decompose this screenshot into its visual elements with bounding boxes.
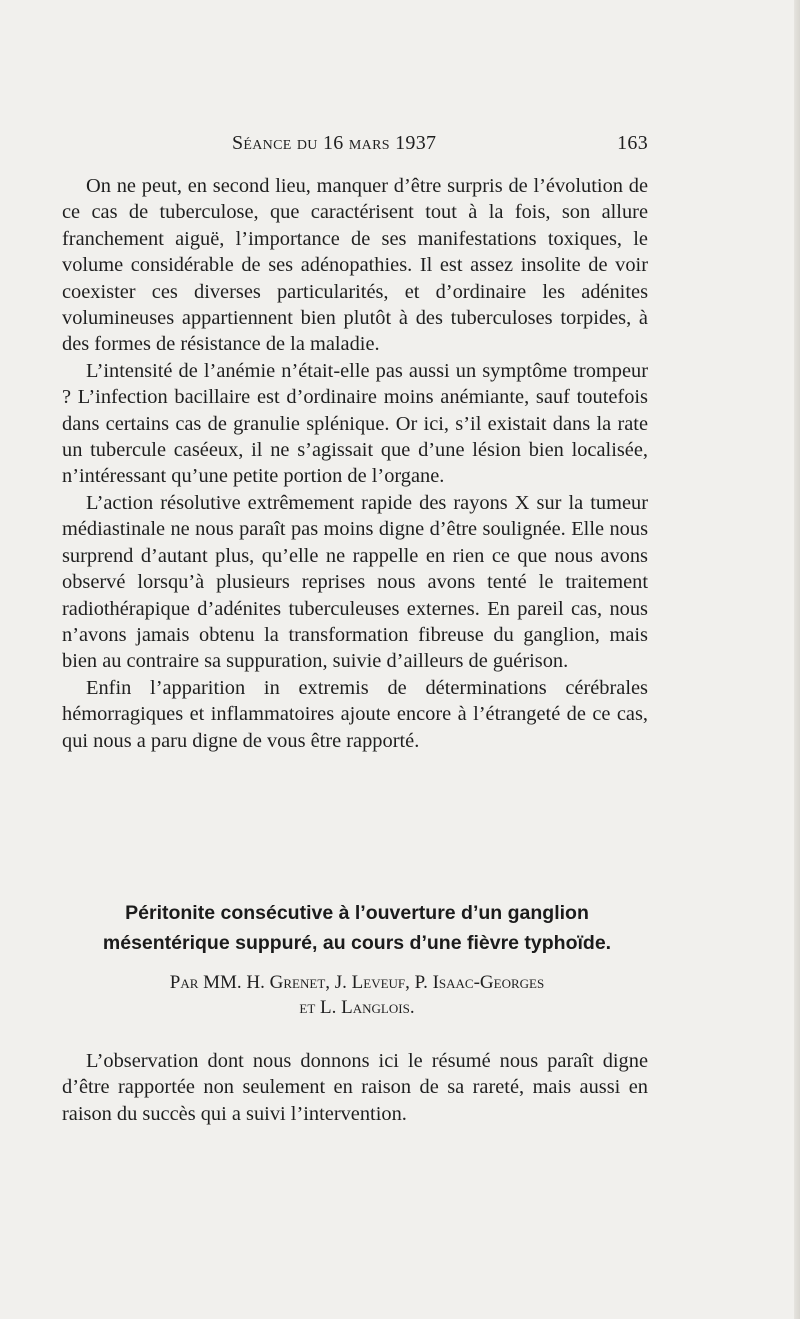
body-text: [62, 173, 648, 754]
intro-paragraph: L’observation dont nous donnons ici le résumé nous paraît digne d’être rapportée non seulement en raison de sa rareté, mais aussi en raison du succès qui a suivi l’intervention.: [62, 1050, 648, 1125]
paragraph-conclusion: Enfin l’apparition in extremis de déterminations cérébrales hémorragiques et inflammatoires ajoute encore à l’étrangeté de ce cas, qui nous a paru digne de vous être rapporté.: [62, 676, 648, 752]
article-title: Péritonite consécutive à l’ouverture d’un ganglion mésentérique suppuré, au cours d’une fièvre typhoïde.: [102, 902, 612, 954]
paragraph-x-rays: L’action résolutive extrêmement rapide des rayons X sur la tumeur médiastinale ne nous paraît pas moins digne d’être soulignée. Elle nous surprend d’autant plus, qu’elle ne rappelle en rien ce que nous avons observé lorsqu’à plusieurs reprises nous avons tenté le traitement radiothérapique d’adénites tuberculeuses externes. En pareil cas, nous n’avons jamais obtenu la transformation fibreuse du ganglion, mais bien au contraire sa suppuration, suivie d’ailleurs de guérison.: [62, 491, 648, 673]
page-number: 163: [617, 132, 648, 154]
article-authors: [62, 970, 652, 1020]
authors-line-1: Par MM. H. Grenet, J. Leveuf, P. Isaac-Georges: [169, 972, 545, 993]
paragraph-anemia: L’intensité de l’anémie n’était-elle pas aussi un symptôme trompeur ? L’infection bacillaire est d’ordinaire moins anémiante, sauf toutefois dans certains cas de granulie splénique. Or ici, s’il existait dans la rate un tubercule caséeux, il ne s’agissait que d’une lésion bien localisée, n’intéressant qu’une petite portion de l’organe.: [62, 359, 648, 488]
running-title: Séance du 16 mars 1937: [232, 132, 437, 154]
authors-line-2: et L. Langlois.: [299, 997, 415, 1018]
page-edge: [794, 0, 800, 1319]
page-header: [62, 132, 648, 160]
article-intro: [62, 1048, 648, 1127]
paragraph-evolution: On ne peut, en second lieu, manquer d’être surpris de l’évolution de ce cas de tuberculose, que caractérisent tout à la fois, son allure franchement aiguë, l’importance de ses manifestations toxiques, le volume considérable de ses adénopathies. Il est assez insolite de voir coexister ces diverses particularités, et d’ordinaire les adénites volumineuses appartiennent bien plutôt à des tuberculoses torpides, à des formes de résistance de la maladie.: [62, 175, 648, 356]
